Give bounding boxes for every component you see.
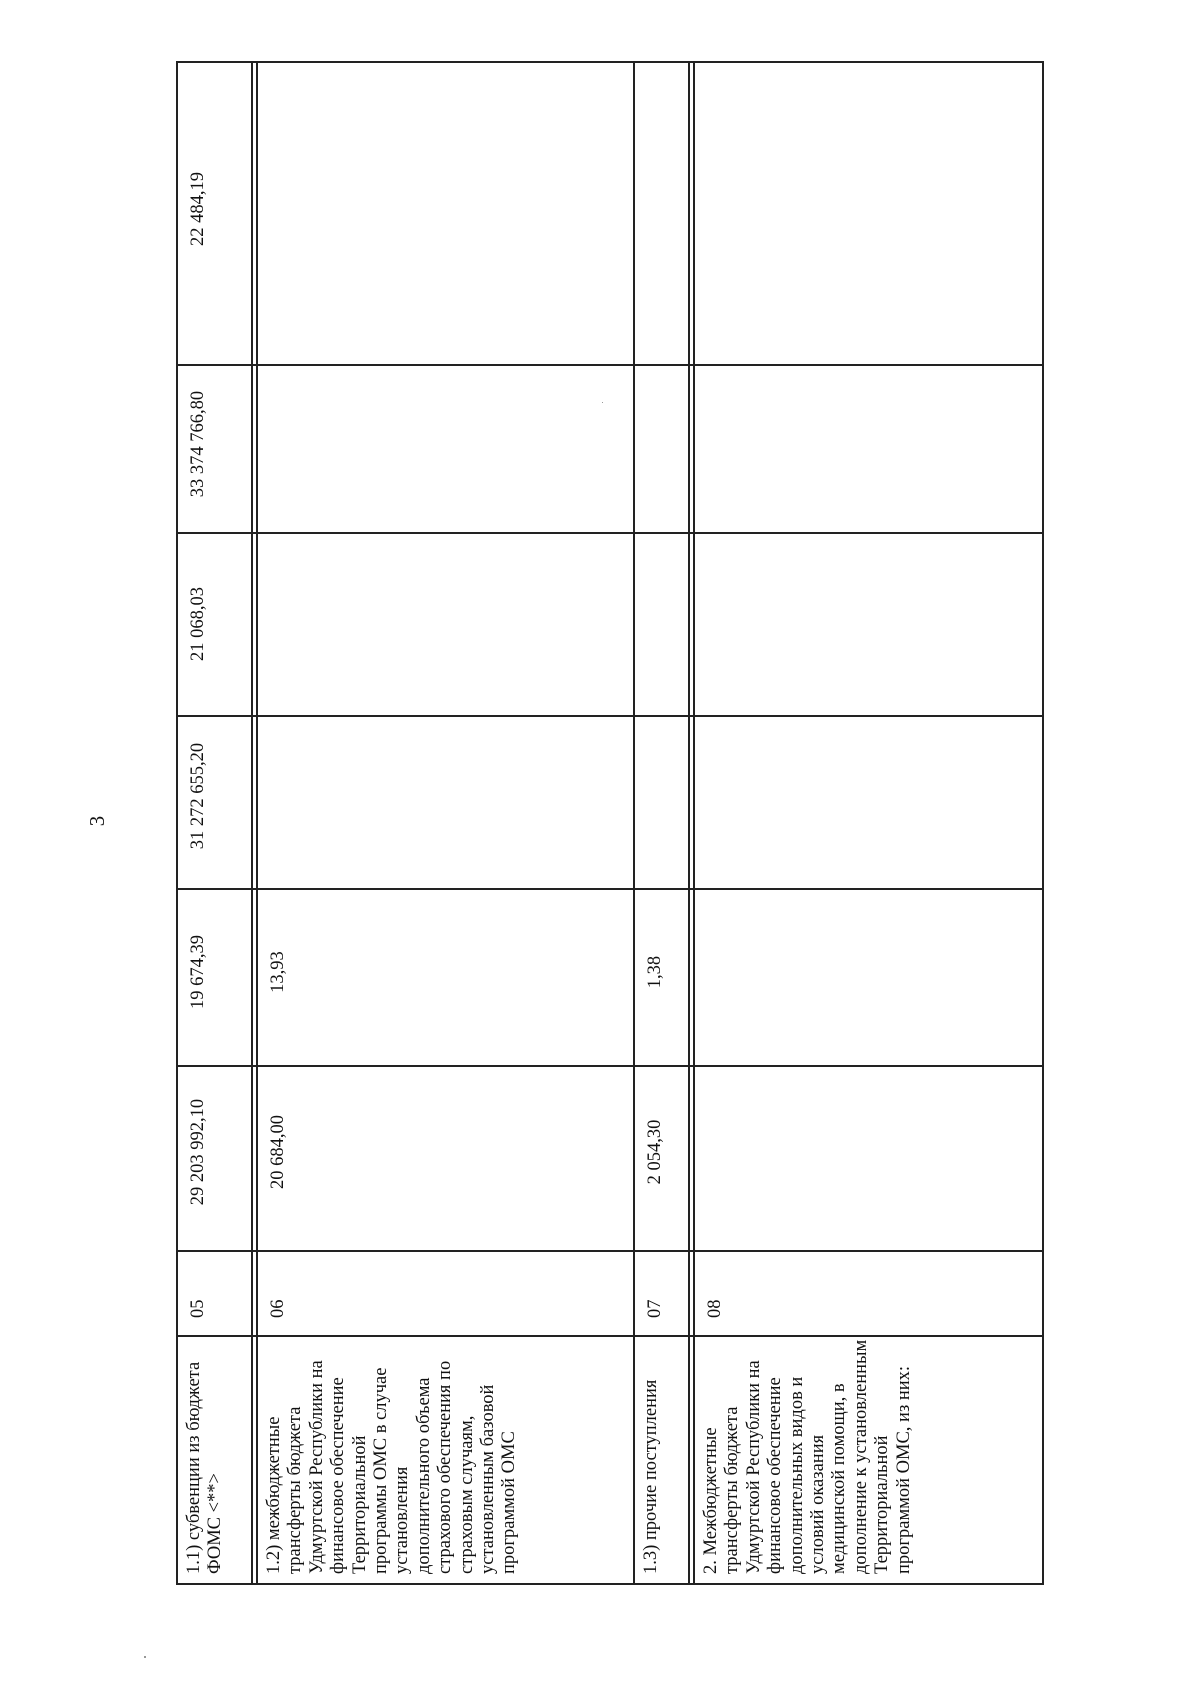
- row-3-value-2: 1,38: [645, 955, 665, 989]
- row-divider: [688, 61, 690, 1585]
- row-2-value-3: [268, 714, 308, 878]
- row-1-value-3: 31 272 655,20: [188, 742, 208, 850]
- row-3-value-3: [645, 714, 685, 878]
- table-border-left: [176, 61, 178, 1585]
- table-border-bottom: [176, 1583, 1044, 1585]
- row-1-code: 05: [188, 1299, 208, 1318]
- row-2-value-1: 20 684,00: [268, 1115, 288, 1189]
- row-2-value-5: [268, 365, 308, 523]
- column-divider: [176, 532, 1044, 534]
- row-3-label: 1.3) прочие поступления: [641, 1379, 661, 1574]
- row-2-label: 1.2) межбюджетные трансферты бюджета Удмуртской Республики на финансовое обеспечение Территориальной программы ОМС в случае установления дополнительного объема страхового обеспечения по страховым случаям, установленным базовой программой ОМС: [264, 1360, 520, 1574]
- scan-speck: [602, 402, 603, 403]
- row-4-value-3: [705, 714, 745, 878]
- table-border-right: [1042, 61, 1044, 1585]
- row-3-code: 07: [645, 1299, 665, 1318]
- row-divider: [251, 61, 253, 1585]
- row-divider: [693, 61, 695, 1585]
- row-2-value-6: [268, 63, 308, 355]
- row-1-value-2: 19 674,39: [188, 935, 208, 1009]
- row-4-value-4: [705, 542, 745, 706]
- row-4-value-5: [705, 365, 745, 523]
- row-divider: [633, 61, 635, 1585]
- column-divider: [176, 1335, 1044, 1337]
- row-4-value-6: [705, 63, 745, 355]
- page-number: 3: [85, 815, 109, 827]
- row-4-value-1: [705, 1064, 745, 1240]
- row-1-value-5: 33 374 766,80: [188, 390, 208, 498]
- row-3-value-4: [645, 542, 685, 706]
- row-3-value-1: 2 054,30: [645, 1119, 665, 1185]
- row-4-label: 2. Межбюджетные трансферты бюджета Удмуртской Республики на финансовое обеспечение дополнительных видов и условий оказания медицинской помощи, в дополнение к установленным Территориальной программой ОМС, из них:: [701, 1339, 914, 1574]
- row-1-value-6: 22 484,19: [188, 172, 208, 246]
- row-2-code: 06: [268, 1299, 288, 1318]
- row-1-value-1: 29 203 992,10: [188, 1098, 208, 1206]
- row-1-value-4: 21 068,03: [188, 587, 208, 661]
- row-divider: [256, 61, 258, 1585]
- row-3-value-5: [645, 365, 685, 523]
- scan-speck: [144, 1656, 146, 1658]
- row-2-value-2: 13,93: [268, 951, 288, 993]
- row-3-value-6: [645, 63, 685, 355]
- row-4-code: 08: [705, 1299, 725, 1318]
- row-2-value-4: [268, 542, 308, 706]
- row-1-label: 1.1) субвенции из бюджета ФОМС <**>: [184, 1361, 226, 1574]
- row-4-value-2: [705, 888, 745, 1056]
